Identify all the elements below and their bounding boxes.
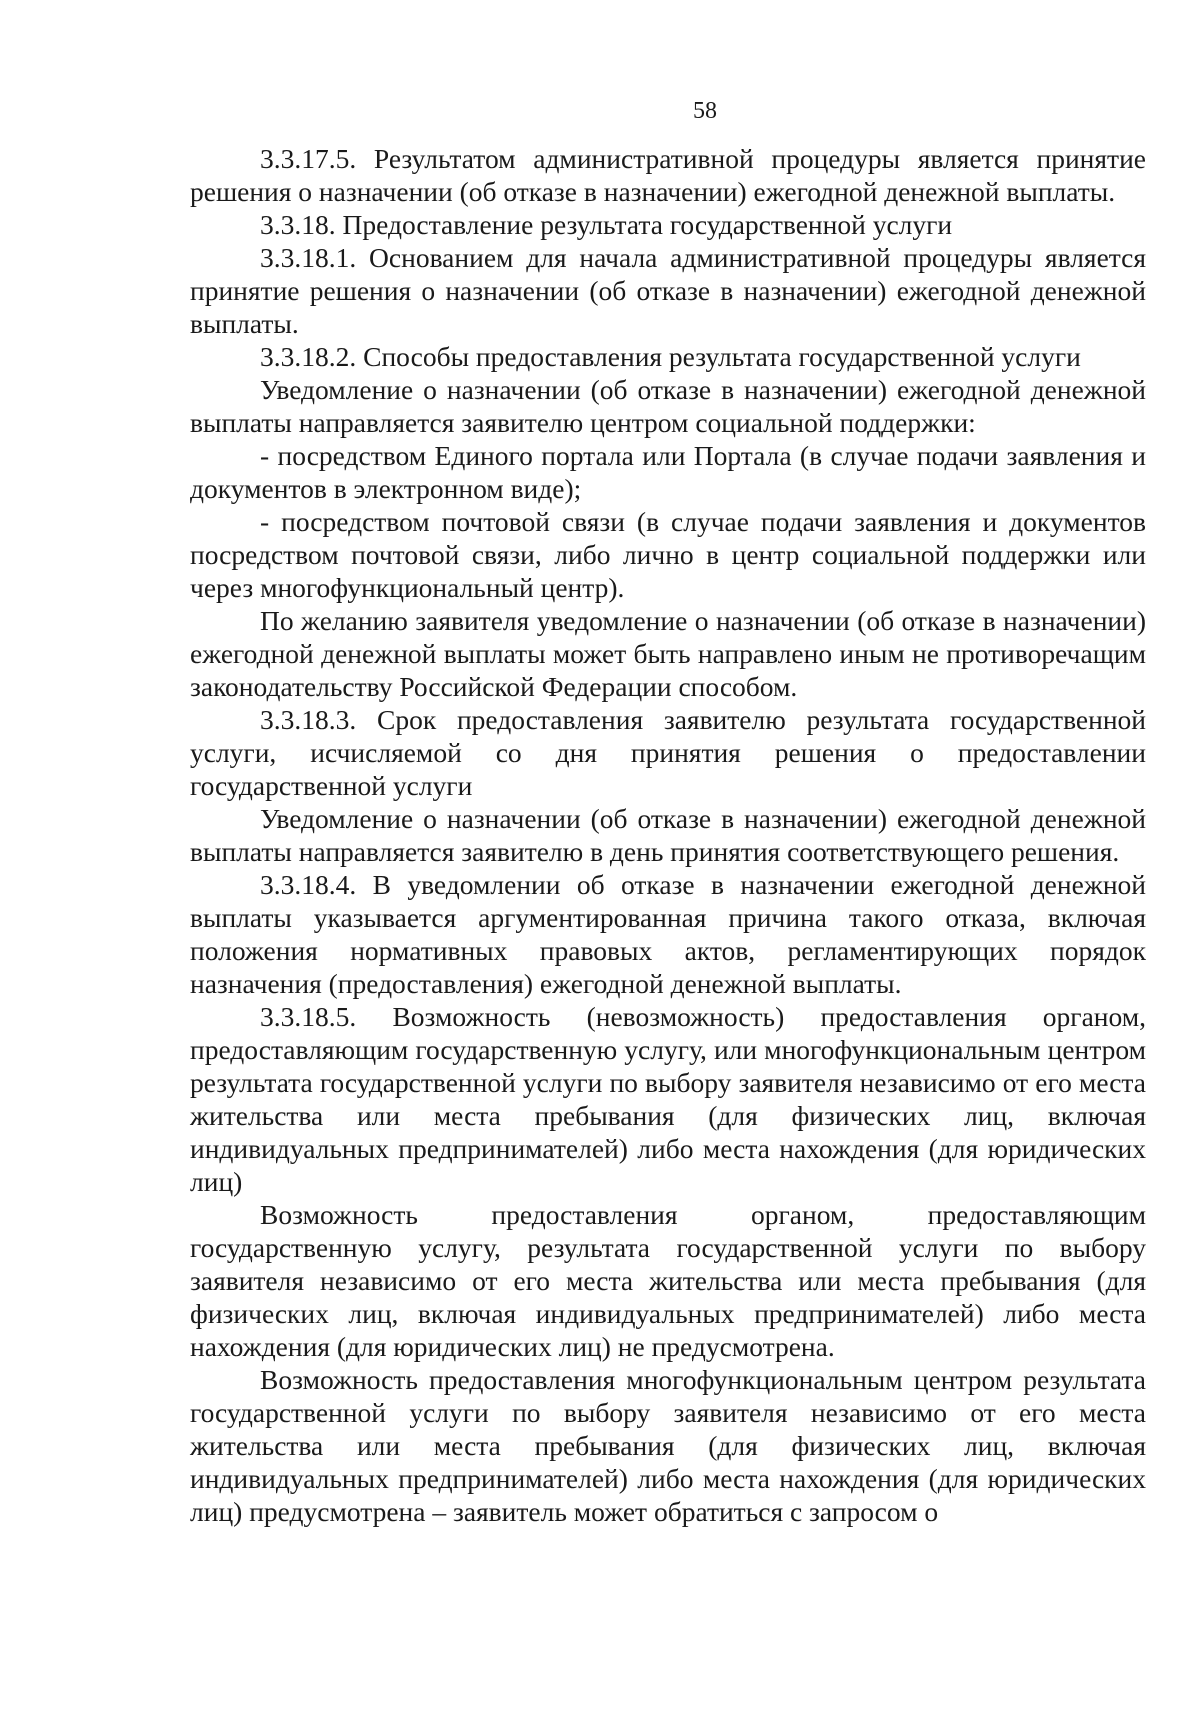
paragraph-3-3-18-4: 3.3.18.4. В уведомлении об отказе в назначении ежегодной денежной выплаты указывается аргументированная причина такого отказа, включая положения нормативных правовых актов, регламентирующих порядок назначения (предоставления) ежегодной денежной выплаты. xyxy=(190,869,1146,999)
paragraph-notification-methods: Уведомление о назначении (об отказе в назначении) ежегодной денежной выплаты направляется заявителю центром социальной поддержки: xyxy=(190,374,1146,438)
paragraph-other-methods: По желанию заявителя уведомление о назначении (об отказе в назначении) ежегодной денежной выплаты может быть направлено иным не противоречащим законодательству Российской Федерации способом. xyxy=(190,605,1146,702)
list-item-postal: - посредством почтовой связи (в случае подачи заявления и документов посредством почтовой связи, либо лично в центр социальной поддержки или через многофункциональный центр). xyxy=(190,506,1146,603)
paragraph-3-3-17-5: 3.3.17.5. Результатом административной процедуры является принятие решения о назначении (об отказе в назначении) ежегодной денежной выплаты. xyxy=(190,143,1146,207)
paragraph-authority-not-provided: Возможность предоставления органом, предоставляющим государственную услугу, результата государственной услуги по выбору заявителя независимо от его места жительства или места пребывания (для физических лиц, включая индивидуальных предпринимателей) либо места нахождения (для юридических лиц) не предусмотрена. xyxy=(190,1199,1146,1362)
heading-3-3-18-3: 3.3.18.3. Срок предоставления заявителю результата государственной услуги, исчисляемой со дня принятия решения о предоставлении государственной услуги xyxy=(190,704,1146,801)
list-item-portal: - посредством Единого портала или Портала (в случае подачи заявления и документов в электронном виде); xyxy=(190,440,1146,504)
page-number: 58 xyxy=(693,98,717,124)
document-body xyxy=(190,142,1146,1528)
paragraph-notification-timing: Уведомление о назначении (об отказе в назначении) ежегодной денежной выплаты направляется заявителю в день принятия соответствующего решения. xyxy=(190,803,1146,867)
heading-3-3-18-2: 3.3.18.2. Способы предоставления результата государственной услуги xyxy=(260,341,1081,372)
paragraph-mfc-provided: Возможность предоставления многофункциональным центром результата государственной услуги по выбору заявителя независимо от его места жительства или места пребывания (для физических лиц, включая индивидуальных предпринимателей) либо места нахождения (для юридических лиц) предусмотрена – заявитель может обратиться с запросом о xyxy=(190,1364,1146,1527)
heading-3-3-18: 3.3.18. Предоставление результата государственной услуги xyxy=(260,209,953,240)
heading-3-3-18-5: 3.3.18.5. Возможность (невозможность) предоставления органом, предоставляющим государственную услугу, или многофункциональным центром результата государственной услуги по выбору заявителя независимо от его места жительства или места пребывания (для физических лиц, включая индивидуальных предпринимателей) либо места нахождения (для юридических лиц) xyxy=(190,1001,1146,1197)
paragraph-3-3-18-1: 3.3.18.1. Основанием для начала административной процедуры является принятие решения о назначении (об отказе в назначении) ежегодной денежной выплаты. xyxy=(190,242,1146,339)
